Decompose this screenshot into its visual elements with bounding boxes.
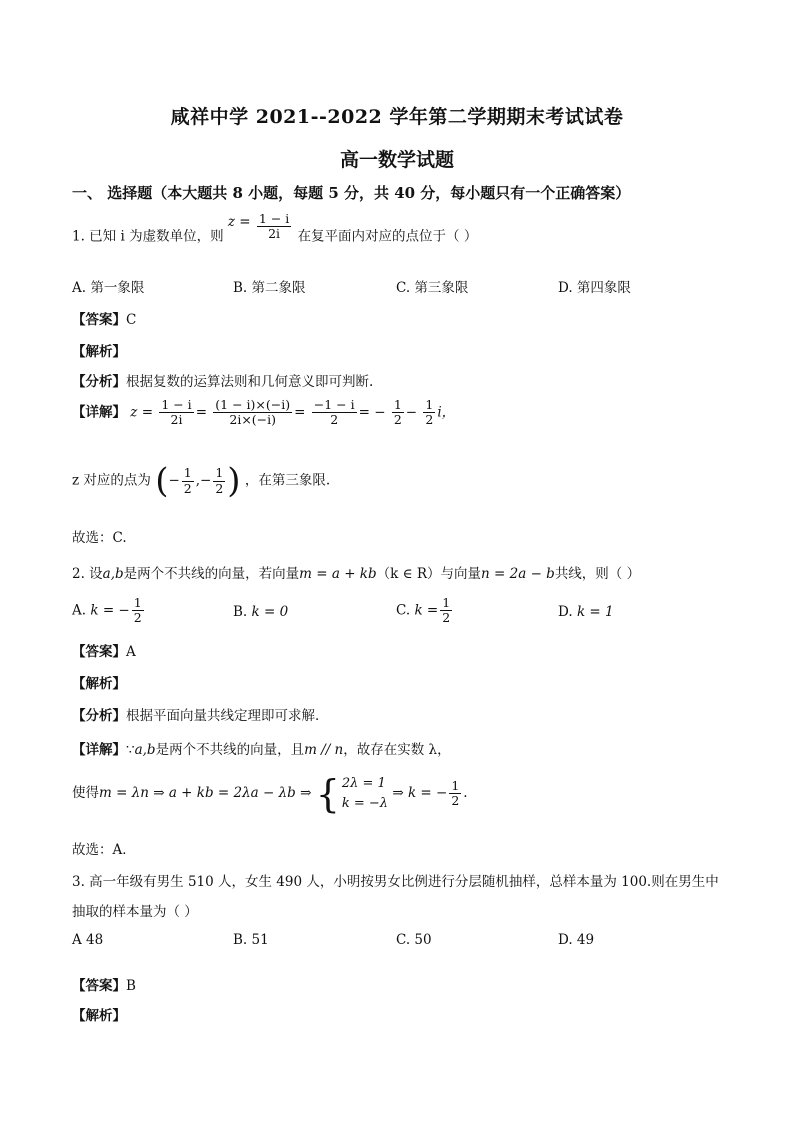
q2-detail-b: 是两个不共线的向量，且 xyxy=(155,742,305,758)
q2-stem-d: 共线，则（ ） xyxy=(554,566,641,582)
q2-option-a xyxy=(72,596,146,626)
q1-detail-z: z = xyxy=(130,404,154,421)
left-brace: { xyxy=(315,771,340,816)
q2-stem-c: （k ∈ R）与向量 xyxy=(376,566,482,582)
q3-option-b: B. 51 xyxy=(233,932,269,948)
q1-analysis xyxy=(72,340,126,360)
q2-analysis xyxy=(72,672,126,692)
q1-detail-frac1 xyxy=(159,398,193,428)
answer-label: 【答案】 xyxy=(72,644,126,660)
right-paren: ) xyxy=(227,461,241,501)
q2-equation-system xyxy=(315,771,389,816)
q2-result-frac xyxy=(449,779,461,809)
q3-option-a: A 48 xyxy=(72,932,104,948)
q2-use-pre: 使得 xyxy=(72,785,99,801)
q1-stem-post: 在复平面内对应的点位于（ ） xyxy=(297,228,478,245)
q3-stem-line-2: 抽取的样本量为（ ） xyxy=(72,904,198,920)
q1-detail-frac4 xyxy=(392,398,404,428)
q1-point: z 对应的点为 (− $\frac{1}{2}$ ,− $\frac{1}{2}$ ) ，在第三象限. xyxy=(72,461,331,501)
frac-den: 2 xyxy=(215,480,224,496)
q2-derivation-expr: m = λn ⇒ a + kb = 2λa − λb ⇒ xyxy=(99,785,312,801)
fenxi-label: 【分析】 xyxy=(72,374,126,390)
q1-option-c: C. 第三象限 xyxy=(396,280,469,296)
left-paren: ( xyxy=(155,461,169,501)
option-expr: k = 1 xyxy=(576,604,614,620)
q1-answer-value: C xyxy=(126,312,137,328)
option-expr: k = − xyxy=(90,602,130,619)
exam-title: 咸祥中学 2021--2022 学年第二学期期末考试试卷 xyxy=(170,106,624,128)
q1-point-pre: z 对应的点为 xyxy=(72,472,151,489)
q1-z-eq: z = xyxy=(227,214,251,231)
option-frac xyxy=(440,596,452,626)
option-letter: C. xyxy=(396,602,411,619)
q3-answer xyxy=(72,974,136,994)
frac-num: 1 xyxy=(183,465,192,481)
q1-frac-num: 1 − i xyxy=(258,211,290,226)
q3-analysis xyxy=(72,1004,126,1024)
q2-vec-n-def: n = 2a − b xyxy=(481,566,555,582)
detail-label: 【详解】 xyxy=(72,404,126,421)
q1-detail: 【详解】 z = $\frac{1 - i}{2i}$ = $\frac{(1 - i)\times(-i)}{2i\times(-i)}$ = $\frac{-1 - i}{2}$ = − $\frac{1}{2}$ − $\frac{1}{2}$ i， xyxy=(72,397,456,428)
q2-fenxi-text: 根据平面向量共线定理即可求解． xyxy=(126,708,329,724)
q1-option-a: A. 第一象限 xyxy=(72,280,145,296)
frac-den: 2 xyxy=(451,793,460,808)
q2-stem-b: 是两个不共线的向量，若向量 xyxy=(123,566,300,582)
q2-option-c xyxy=(396,596,454,626)
frac-num: 1 xyxy=(442,595,451,610)
q2-stem-a: 2. 设 xyxy=(72,566,103,582)
q1-detail-frac5 xyxy=(423,398,435,428)
frac-num: 1 xyxy=(215,465,224,481)
exam-subtitle: 高一数学试题 xyxy=(339,149,454,171)
frac-num: 1 − i xyxy=(161,397,192,412)
option-letter: A. xyxy=(72,602,87,619)
frac-num: 1 xyxy=(133,595,142,610)
q1-point-x xyxy=(182,466,194,496)
option-frac xyxy=(132,596,144,626)
q2-fenxi xyxy=(72,704,329,724)
option-expr: k = 0 xyxy=(251,604,289,620)
q2-option-d xyxy=(558,604,614,620)
frac-num: 1 xyxy=(425,397,434,412)
analysis-label: 【解析】 xyxy=(72,676,126,692)
option-letter: B. xyxy=(233,604,248,620)
q2-detail-c: ，故存在实数 λ， xyxy=(343,742,451,758)
q2-derivation: 使得m = λn ⇒ a + kb = 2λa − λb ⇒ { 2λ = 1 k = −λ ⇒ k = − $\frac{1}{2}$ . xyxy=(72,771,468,816)
system-rows xyxy=(342,774,388,813)
q1-detail-frac2 xyxy=(213,398,292,428)
q3-answer-value: B xyxy=(126,978,136,994)
frac-den: 2 xyxy=(442,610,451,626)
q1-fenxi-text: 根据复数的运算法则和几何意义即可判断. xyxy=(126,374,374,390)
q2-vec-ab: a,b xyxy=(102,566,124,582)
system-row-1: 2λ = 1 xyxy=(341,776,386,791)
system-row-2: k = −λ xyxy=(341,795,389,811)
q1-stem-pre: 1. 已知 i 为虚数单位，则 xyxy=(72,228,224,245)
frac-den: 2 xyxy=(133,610,142,626)
frac-num: 1 xyxy=(393,397,402,412)
q3-option-d: D. 49 xyxy=(558,932,595,948)
detail-label: 【详解】 xyxy=(72,742,126,758)
frac-den: 2 xyxy=(330,412,339,428)
frac-den: 2i xyxy=(170,412,183,428)
option-expr: k = xyxy=(414,602,439,619)
fenxi-label: 【分析】 xyxy=(72,708,126,724)
frac-den: 2 xyxy=(393,412,402,428)
frac-den: 2i×(−i) xyxy=(229,412,277,428)
q1-answer xyxy=(72,308,136,328)
q1-stem xyxy=(72,211,478,252)
q2-stem xyxy=(72,562,640,582)
q1-point-y xyxy=(213,466,225,496)
q1-conclusion: 故选：C. xyxy=(72,530,127,546)
q1-option-d: D. 第四象限 xyxy=(558,280,631,296)
frac-num: 1 xyxy=(451,777,460,793)
q1-frac-den: 2i xyxy=(268,226,281,242)
q2-conclusion: 故选：A． xyxy=(72,842,136,858)
q1-fenxi xyxy=(72,370,373,390)
q2-detail-vec-ab: a,b xyxy=(134,742,156,758)
section-heading: 一、 选择题（本大题共 8 小题，每题 5 分，共 40 分，每小题只有一个正确答案） xyxy=(72,184,631,202)
q1-fraction xyxy=(257,212,291,242)
q1-detail-frac3 xyxy=(312,398,357,428)
frac-num: (1 − i)×(−i) xyxy=(215,397,291,412)
q1-detail-tail: i， xyxy=(437,404,456,421)
frac-num: −1 − i xyxy=(313,397,355,412)
option-letter: D. xyxy=(558,604,573,620)
q1-point-tail: ，在第三象限. xyxy=(244,472,331,489)
q2-detail-a: ∵ xyxy=(126,742,135,758)
frac-den: 2 xyxy=(183,480,192,496)
answer-label: 【答案】 xyxy=(72,978,126,994)
q2-vec-m-def: m = a + kb xyxy=(299,566,377,582)
analysis-label: 【解析】 xyxy=(72,1008,126,1024)
q1-option-b: B. 第二象限 xyxy=(233,280,306,296)
q2-answer xyxy=(72,640,136,660)
q2-answer-value: A xyxy=(126,644,136,660)
frac-den: 2 xyxy=(425,412,434,428)
q2-use-post: ⇒ k = − xyxy=(392,785,448,801)
analysis-label: 【解析】 xyxy=(72,344,126,360)
q2-option-b xyxy=(233,604,288,620)
q3-option-c: C. 50 xyxy=(396,932,432,948)
q3-stem-line-1: 3. 高一年级有男生 510 人，女生 490 人，小明按男女比例进行分层随机抽样，总样本量为 100.则在男生中 xyxy=(72,874,719,890)
q2-detail xyxy=(72,738,451,758)
q2-detail-parallel: m // n xyxy=(304,742,344,758)
answer-label: 【答案】 xyxy=(72,312,126,328)
